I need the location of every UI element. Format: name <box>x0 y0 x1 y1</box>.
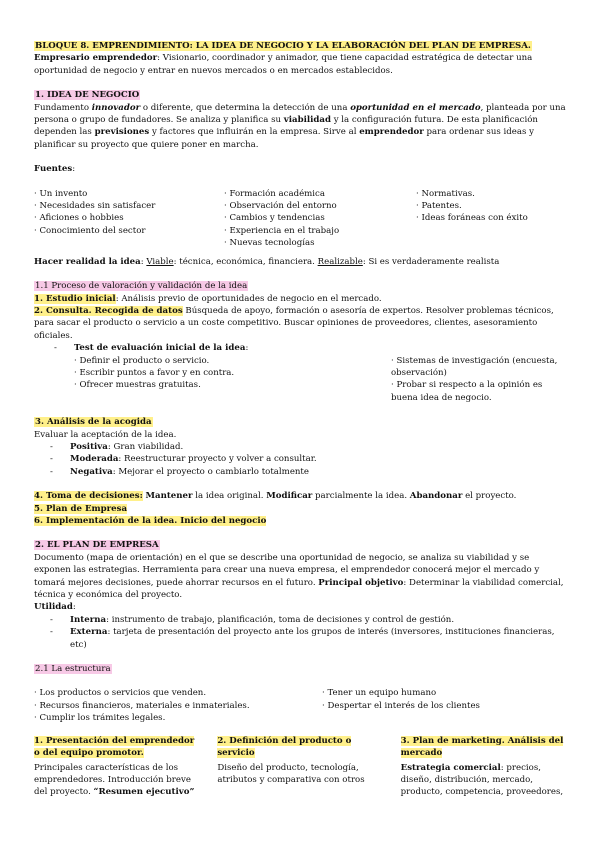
list-item: · Patentes. <box>416 201 462 212</box>
estructura-list <box>34 687 566 724</box>
hacer-realidad-line: Hacer realidad la idea: Viable: técnica, económica, financiera. Realizable: Si es verdaderamente realista <box>34 256 500 267</box>
list-item: · Despertar el interés de los clientes <box>322 700 480 711</box>
empresario-definition: Empresario emprendedor: Visionario, coordinador y animador, que tiene capacidad estratégica de detectar una oportunidad de negocio y entrar en nuevos mercados o en mercados establecidos. <box>34 53 533 76</box>
step-6: 6. Implementación de la idea. Inicio del negocio <box>34 516 267 526</box>
step-1: 1. Estudio inicial: Análisis previo de oportunidades de negocio en el mercado. <box>34 293 382 304</box>
test-list <box>34 355 566 405</box>
list-item: · Un invento <box>34 188 88 199</box>
list-item: - Moderada: Reestructurar proyecto y volver a consultar. <box>50 454 317 465</box>
list-item: · Formación académica <box>224 188 325 199</box>
list-item: · Sistemas de investigación (encuesta, observación) <box>391 355 558 378</box>
step-4: 4. Toma de decisiones: Mantener la idea original. Modificar parcialmente la idea. Abandonar el proyecto. <box>34 491 517 502</box>
utilidad-heading: Utilidad: <box>34 602 76 613</box>
section-2-paragraph: Documento (mapa de orientación) en el que se describe una oportunidad de negocio, se analiza su viabilidad y se exponen las estrategias. Herramienta para crear una nueva empresa, el emprendedor conocerá mejor el mercado y tomará mejores decisiones, puede ahorrar recursos en el futuro. Principal objetivo: Determinar la viabilidad comercial, técnica y económica del proyecto. <box>34 552 564 601</box>
list-item: · Cumplir los trámites legales. <box>34 713 166 724</box>
section-1-1-heading: 1.1 Proceso de valoración y validación de la idea <box>35 281 248 292</box>
test-evaluacion: - Test de evaluación inicial de la idea: <box>54 343 249 354</box>
list-item: · Tener un equipo humano <box>322 688 437 699</box>
estructura-col-2: 2. Definición del producto o servicio Diseño del producto, tecnología, atributos y comparativa con otros <box>217 735 365 785</box>
section-1-heading: 1. IDEA DE NEGOCIO <box>35 90 140 101</box>
list-item: - Externa: tarjeta de presentación del proyecto ante los grupos de interés (inversores, instituciones financieras, etc) <box>50 627 555 650</box>
estructura-col-3: 3. Plan de marketing. Análisis del mercado Estrategia comercial: precios, diseño, distribución, mercado, producto, competencia, proveedores, <box>400 735 564 798</box>
list-item: · Ideas foráneas con éxito <box>416 213 528 224</box>
step-3: 3. Análisis de la acogida <box>35 417 152 428</box>
list-item: - Interna: instrumento de trabajo, planificación, toma de decisiones y control de gestión. <box>50 614 455 625</box>
list-item: · Aficiones o hobbies <box>34 213 124 224</box>
list-item: · Definir el producto o servicio. <box>74 355 210 366</box>
list-item: · Experiencia en el trabajo <box>224 225 340 236</box>
step-5: 5. Plan de Empresa <box>34 503 128 514</box>
document-title: BLOQUE 8. EMPRENDIMIENTO: LA IDEA DE NEGOCIO Y LA ELABORACIÓN DEL PLAN DE EMPRESA. <box>35 41 531 51</box>
fuentes-heading: Fuentes: <box>34 164 76 175</box>
list-item: · Nuevas tecnologías <box>224 238 315 249</box>
step-3-text: Evaluar la aceptación de la idea. <box>34 429 177 440</box>
list-item: · Necesidades sin satisfacer <box>34 201 156 212</box>
section-1-paragraph: Fundamento innovador o diferente, que determina la detección de una oportunidad en el mercado, planteada por una persona o grupo de fundadores. Se analiza y planifica su viabilidad y la configuración futura. De esta planificación dependen las previsiones y factores que influirán en la empresa. Sirve al emprendedor para ordenar sus ideas y planificar su proyecto que quiere poner en marcha. <box>34 102 566 150</box>
estructura-columns <box>34 735 566 799</box>
estructura-col-1: 1. Presentación del emprendedor o del equipo promotor. Principales características de los emprendedores. Introducción breve del proyecto. “Resumen ejecutivo” <box>34 735 195 798</box>
fuentes-list <box>34 188 566 250</box>
list-item: · Conocimiento del sector <box>34 225 146 236</box>
list-item: · Normativas. <box>416 188 475 199</box>
list-item: · Escribir puntos a favor y en contra. <box>74 367 235 378</box>
list-item: · Observación del entorno <box>224 201 337 212</box>
section-2-1-heading: 2.1 La estructura <box>35 664 111 675</box>
step-2: 2. Consulta. Recogida de datos Búsqueda de apoyo, formación o asesoría de expertos. Resolver problemas técnicos, para sacar el producto o servicio a un coste competitivo. Buscar opiniones de proveedores, clientes, asesoramiento oficiales. <box>34 305 554 341</box>
list-item: - Positiva: Gran viabilidad. <box>50 441 184 452</box>
list-item: · Ofrecer muestras gratuitas. <box>74 380 201 391</box>
list-item: · Los productos o servicios que venden. <box>34 688 207 699</box>
list-item: · Cambios y tendencias <box>224 213 325 224</box>
list-item: - Negativa: Mejorar el proyecto o cambiarlo totalmente <box>50 466 309 477</box>
list-item: · Recursos financieros, materiales e inmateriales. <box>34 700 250 711</box>
list-item: · Probar si respecto a la opinión es buena idea de negocio. <box>391 380 543 403</box>
document-page <box>34 40 566 799</box>
section-2-heading: 2. EL PLAN DE EMPRESA <box>35 540 159 551</box>
